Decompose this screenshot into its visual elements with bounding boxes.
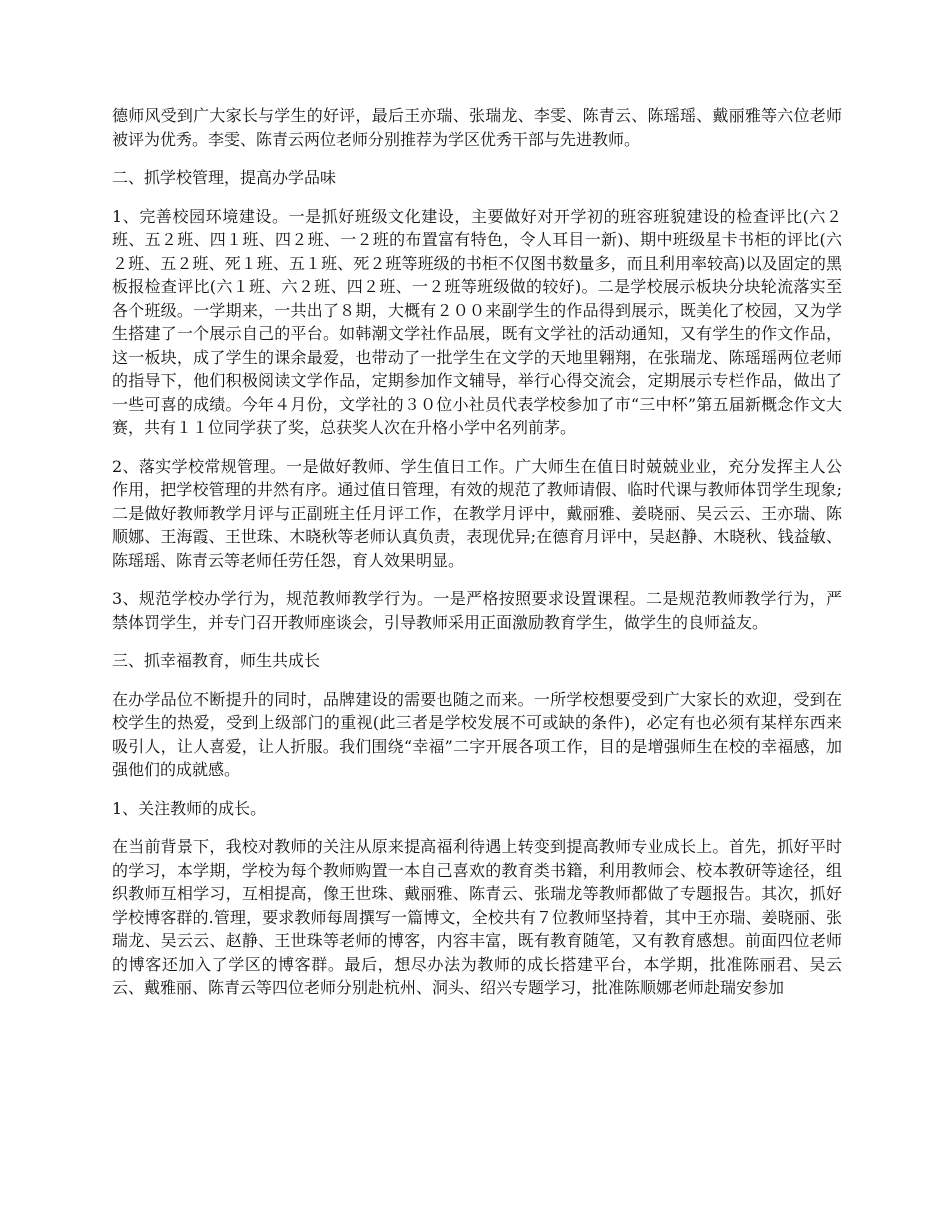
paragraph-regulate-behavior: 3、规范学校办学行为，规范教师教学行为。一是严格按照要求设置课程。二是规范教师教学行为，严禁体罚学生，并专门召开教师座谈会，引导教师采用正面激励教育学生，做学生的良师益友。 [112,589,842,632]
paragraph-routine-management: 2、落实学校常规管理。一是做好教师、学生值日工作。广大师生在值日时兢兢业业，充分发挥主人公作用，把学校管理的井然有序。通过值日管理，有效的规范了教师请假、临时代课与教师体罚学生现象;二是做好教师教学月评与正副班主任月评工作，在教学月评中，戴丽雅、姜晓丽、吴云云、王亦瑞、陈顺娜、王海霞、王世珠、木晓秋等老师认真负责，表现优异;在德育月评中，吴赵静、木晓秋、钱益敏、陈瑶瑶、陈青云等老师任劳任怨，育人效果明显。 [112,456,842,570]
paragraph-teacher-ethics: 德师风受到广大家长与学生的好评，最后王亦瑞、张瑞龙、李雯、陈青云、陈瑶瑶、戴丽雅等六位老师被评为优秀。李雯、陈青云两位老师分别推荐为学区优秀干部与先进教师。 [112,106,842,149]
paragraph-teacher-development: 在当前背景下，我校对教师的关注从原来提高福利待遇上转变到提高教师专业成长上。首先，抓好平时的学习，本学期，学校为每个教师购置一本自己喜欢的教育类书籍，利用教师会、校本教研等途径，组织教师互相学习，互相提高，像王世珠、戴丽雅、陈青云、张瑞龙等教师都做了专题报告。其次，抓好学校博客群的.管理，要求教师每周撰写一篇博文，全校共有７位教师坚持着，其中王亦瑞、姜晓丽、张瑞龙、吴云云、赵静、王世珠等老师的博客，内容丰富，既有教育随笔，又有教育感想。前面四位老师的博客还加入了学区的博客群。最后，想尽办法为教师的成长搭建平台，本学期，批准陈丽君、吴云云、戴雅丽、陈青云等四位老师分别赴杭州、洞头、绍兴专题学习，批准陈顺娜老师赴瑞安参加 [112,837,842,997]
subheading-teacher-growth: 1、关注教师的成长。 [112,798,267,818]
section-heading-school-management: 二、抓学校管理，提高办学品味 [112,168,337,187]
paragraph-campus-environment: 1、完善校园环境建设。一是抓好班级文化建设，主要做好对开学初的班容班貌建设的检查评比(六２班、五２班、四１班、四２班、一２班的布置富有特色，令人耳目一新)、期中班级星卡书柜的评比(六２班、五２班、死１班、五１班、死２班等班级的书柜不仅图书数量多，而且利用率较高)以及固定的黑板报检查评比(六１班、六２班、四２班、一２班等班级做的较好)。二是学校展示板块分块轮流落实至各个班级。一学期来，一共出了８期，大概有２００来副学生的作品得到展示，既美化了校园，又为学生搭建了一个展示自己的平台。如韩潮文学社作品展，既有文学社的活动通知，又有学生的作文作品，这一板块，成了学生的课余最爱，也带动了一批学生在文学的天地里翱翔，在张瑞龙、陈瑶瑶两位老师的指导下，他们积极阅读文学作品，定期参加作文辅导，举行心得交流会，定期展示专栏作品，做出了一些可喜的成绩。今年４月份，文学社的３０位小社员代表学校参加了市“三中杯”第五届新概念作文大赛，共有１１位同学获了奖，总获奖人次在升格小学中名列前茅。 [112,206,842,437]
document-page [112,104,842,1015]
paragraph-brand-building: 在办学品位不断提升的同时，品牌建设的需要也随之而来。一所学校想要受到广大家长的欢迎，受到在校学生的热爱，受到上级部门的重视(此三者是学校发展不可或缺的条件)，必定有也必须有某样东西来吸引人，让人喜爱，让人折服。我们围绕“幸福”二字开展各项工作，目的是增强师生在校的幸福感，加强他们的成就感。 [112,689,842,779]
section-heading-happy-education: 三、抓幸福教育，师生共成长 [112,651,321,670]
